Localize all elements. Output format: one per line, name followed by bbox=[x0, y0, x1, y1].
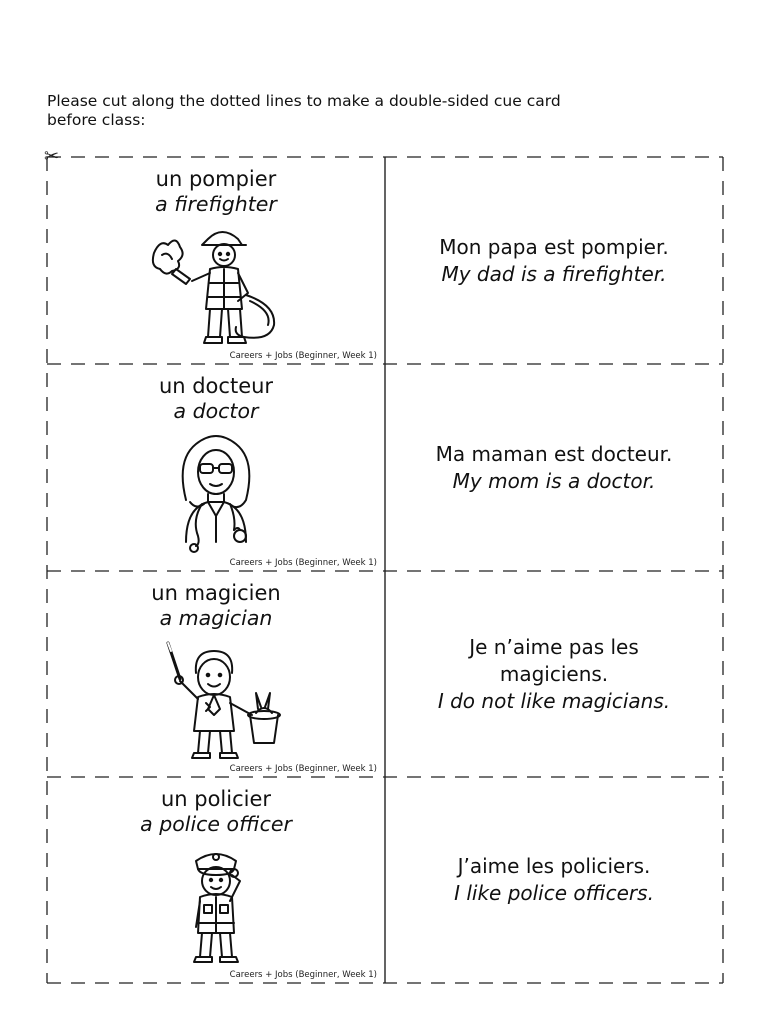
card-word: un docteur bbox=[158, 374, 274, 398]
card-front-magician bbox=[47, 571, 385, 777]
magician-icon bbox=[146, 637, 286, 762]
card-word: un magicien bbox=[151, 581, 281, 605]
instructions-text: Please cut along the dotted lines to make a double-sided cue card before class: bbox=[47, 92, 561, 129]
card-translation: a magician bbox=[159, 606, 273, 630]
card-back-police-officer bbox=[385, 777, 723, 983]
card-sentence: Ma maman est docteur. bbox=[435, 441, 673, 466]
credit-label: Careers + Jobs (Beginner, Week 1) bbox=[229, 970, 377, 980]
card-sentence-translation: I like police officers. bbox=[454, 881, 654, 905]
card-word: un policier bbox=[160, 787, 272, 811]
credit-label: Careers + Jobs (Beginner, Week 1) bbox=[229, 764, 377, 774]
card-word: un pompier bbox=[155, 167, 277, 191]
card-sentence-translation: I do not like magicians. bbox=[437, 688, 671, 713]
police-officer-icon bbox=[146, 843, 286, 968]
scissors-icon: ✂ bbox=[44, 146, 60, 167]
card-sentence-translation: My dad is a firefighter. bbox=[441, 261, 667, 286]
card-back-firefighter bbox=[385, 157, 723, 364]
card-sentence: J’aime les policiers. bbox=[457, 854, 651, 878]
card-front-firefighter bbox=[47, 157, 385, 364]
card-front-police-officer bbox=[47, 777, 385, 983]
card-front-doctor bbox=[47, 364, 385, 571]
credit-label: Careers + Jobs (Beginner, Week 1) bbox=[229, 351, 377, 361]
credit-label: Careers + Jobs (Beginner, Week 1) bbox=[229, 558, 377, 568]
firefighter-icon bbox=[146, 223, 286, 348]
card-translation: a firefighter bbox=[155, 192, 277, 216]
card-translation: a doctor bbox=[173, 399, 259, 423]
card-back-magician bbox=[385, 571, 723, 777]
card-sentence: Mon papa est pompier. bbox=[439, 234, 669, 259]
card-back-doctor bbox=[385, 364, 723, 571]
card-sentence-translation: My mom is a doctor. bbox=[452, 468, 656, 493]
card-translation: a police officer bbox=[140, 812, 292, 836]
card-sentence: Je n’aime pas les magiciens. bbox=[469, 634, 639, 686]
doctor-icon bbox=[146, 430, 286, 555]
